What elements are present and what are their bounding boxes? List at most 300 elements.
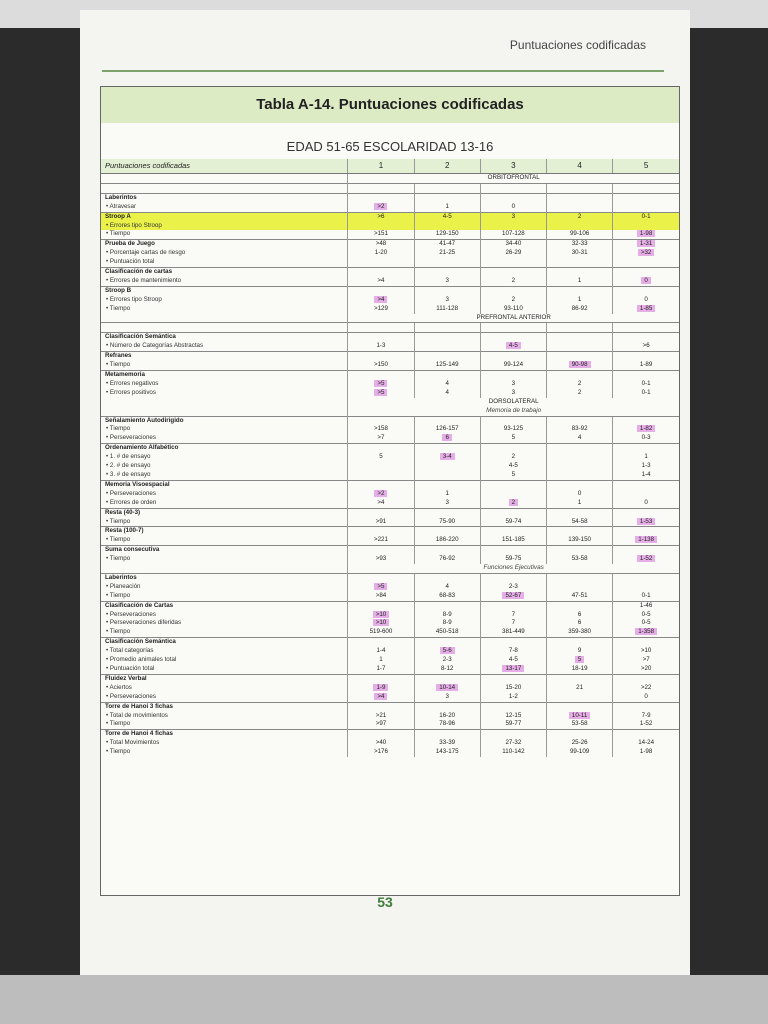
score-cell-2 xyxy=(414,638,480,647)
score-cell-2 xyxy=(414,611,480,620)
subsection-row xyxy=(101,407,679,416)
score-cell-2 xyxy=(414,490,480,499)
score-cell-1 xyxy=(348,619,414,628)
score-cell-1 xyxy=(348,212,414,221)
section-row xyxy=(101,314,679,323)
score-value: 32-33 xyxy=(571,240,588,248)
score-value: >10 xyxy=(373,619,390,626)
score-cell-2 xyxy=(414,425,480,434)
score-cell-4 xyxy=(547,352,613,361)
score-cell-5 xyxy=(613,508,679,517)
score-cell-5 xyxy=(613,258,679,267)
group-label: Torre de Hanoi 4 fichas xyxy=(101,730,348,739)
score-value: 1-98 xyxy=(637,230,655,237)
score-cell-4 xyxy=(547,665,613,674)
item-row xyxy=(101,665,679,674)
score-value: 8-9 xyxy=(442,619,452,627)
item-row xyxy=(101,490,679,499)
score-value: >10 xyxy=(640,647,652,655)
score-cell-1 xyxy=(348,638,414,647)
item-label: • Promedio animales total xyxy=(106,656,177,664)
score-value: 99-109 xyxy=(569,748,590,756)
item-row xyxy=(101,611,679,620)
score-value: 12-15 xyxy=(505,711,522,719)
score-cell-3 xyxy=(480,258,546,267)
group-label: Resta (40-3) xyxy=(101,508,348,517)
score-cell-5 xyxy=(613,684,679,693)
score-value: >7 xyxy=(377,434,385,442)
score-cell-1 xyxy=(348,546,414,555)
score-value: 83-92 xyxy=(571,425,588,433)
item-label: • Aciertos xyxy=(106,683,132,691)
score-cell-5 xyxy=(613,444,679,453)
score-cell-2 xyxy=(414,416,480,425)
group-row xyxy=(101,193,679,202)
score-value: >10 xyxy=(373,611,390,618)
score-cell-2 xyxy=(414,665,480,674)
score-value: 0 xyxy=(641,277,650,284)
score-value: 53-58 xyxy=(571,720,588,728)
score-value: 2 xyxy=(577,388,582,396)
score-cell-1 xyxy=(348,371,414,380)
score-value: 27-32 xyxy=(505,739,522,747)
group-label: Memoria Visoespacial xyxy=(101,480,348,489)
subsection-title: Funciones Ejecutivas xyxy=(348,564,679,573)
score-cell-2 xyxy=(414,389,480,398)
score-value: 1-9 xyxy=(373,684,388,691)
score-cell-4 xyxy=(547,611,613,620)
group-row xyxy=(101,371,679,380)
score-cell-3 xyxy=(480,222,546,231)
score-value: 3 xyxy=(511,212,516,220)
item-label: • Perseveraciones xyxy=(106,610,156,618)
item-label: • Número de Categorías Abstractas xyxy=(106,342,204,350)
score-cell-2 xyxy=(414,739,480,748)
score-cell-3 xyxy=(480,212,546,221)
score-value: 76-92 xyxy=(439,555,456,563)
item-row xyxy=(101,462,679,471)
score-value: 0-1 xyxy=(641,591,651,599)
score-cell-5 xyxy=(613,462,679,471)
score-value: >2 xyxy=(374,490,387,497)
score-value: >97 xyxy=(375,720,387,728)
score-value: 3 xyxy=(445,276,449,284)
column-header-label: Puntuaciones codificadas xyxy=(101,159,348,174)
score-value: 26-29 xyxy=(505,249,522,257)
score-value: 68-83 xyxy=(439,591,456,599)
score-value: 139-150 xyxy=(568,536,591,544)
table-frame xyxy=(100,86,680,896)
group-row xyxy=(101,601,679,610)
score-cell-1 xyxy=(348,230,414,239)
score-cell-3 xyxy=(480,277,546,286)
score-cell-3 xyxy=(480,333,546,342)
score-cell-3 xyxy=(480,380,546,389)
item-row xyxy=(101,203,679,212)
score-value: 4-5 xyxy=(506,342,521,349)
score-value: 16-20 xyxy=(439,711,456,719)
item-label: • Errores positivos xyxy=(106,388,156,396)
score-cell-4 xyxy=(547,702,613,711)
score-cell-5 xyxy=(613,674,679,683)
score-cell-4 xyxy=(547,536,613,545)
score-value: 1-4 xyxy=(376,647,386,655)
score-cell-1 xyxy=(348,361,414,370)
score-cell-3 xyxy=(480,638,546,647)
score-cell-4 xyxy=(547,296,613,305)
score-cell-1 xyxy=(348,555,414,564)
score-value: 4-5 xyxy=(442,212,452,220)
section-row xyxy=(101,174,679,184)
score-value: 450-518 xyxy=(435,628,459,636)
score-cell-2 xyxy=(414,240,480,249)
score-value: 6 xyxy=(442,434,451,441)
score-value: 0 xyxy=(644,295,648,303)
score-value: 1-46 xyxy=(639,601,653,609)
score-value: 125-149 xyxy=(435,361,459,369)
score-value: >4 xyxy=(374,693,387,700)
score-cell-3 xyxy=(480,712,546,721)
score-cell-1 xyxy=(348,573,414,582)
score-cell-5 xyxy=(613,656,679,665)
item-label: • Atravesar xyxy=(106,202,137,210)
score-cell-3 xyxy=(480,434,546,443)
score-cell-2 xyxy=(414,342,480,351)
score-cell-4 xyxy=(547,592,613,601)
score-value: 34-40 xyxy=(505,240,522,248)
score-cell-1 xyxy=(348,444,414,453)
score-value: 110-142 xyxy=(502,748,525,756)
group-row xyxy=(101,508,679,517)
score-cell-3 xyxy=(480,611,546,620)
group-label: Suma consecutiva xyxy=(101,546,348,555)
score-cell-3 xyxy=(480,453,546,462)
score-cell-4 xyxy=(547,371,613,380)
score-cell-1 xyxy=(348,240,414,249)
score-cell-5 xyxy=(613,453,679,462)
score-cell-4 xyxy=(547,333,613,342)
score-cell-3 xyxy=(480,305,546,314)
score-cell-2 xyxy=(414,583,480,592)
score-value: 4-5 xyxy=(508,656,518,664)
score-cell-4 xyxy=(547,720,613,729)
item-row xyxy=(101,656,679,665)
item-label: • Tiempo xyxy=(106,555,131,563)
score-value: >129 xyxy=(373,304,388,312)
item-row xyxy=(101,739,679,748)
scores-table xyxy=(101,159,679,757)
score-cell-4 xyxy=(547,748,613,757)
score-cell-4 xyxy=(547,712,613,721)
score-cell-3 xyxy=(480,425,546,434)
item-row xyxy=(101,380,679,389)
score-cell-4 xyxy=(547,518,613,527)
score-value: 359-380 xyxy=(568,628,591,636)
score-value: 143-175 xyxy=(435,748,459,756)
item-row xyxy=(101,230,679,239)
score-cell-5 xyxy=(613,628,679,637)
item-row xyxy=(101,647,679,656)
score-value: 4 xyxy=(445,388,449,396)
score-cell-5 xyxy=(613,712,679,721)
score-value: 107-128 xyxy=(502,230,525,238)
item-row xyxy=(101,712,679,721)
score-value: 9 xyxy=(577,647,582,655)
score-cell-2 xyxy=(414,277,480,286)
score-cell-5 xyxy=(613,268,679,277)
score-value: 14-24 xyxy=(638,739,655,747)
item-label: • Porcentaje cartas de riesgo xyxy=(106,249,186,257)
score-cell-4 xyxy=(547,249,613,258)
score-cell-3 xyxy=(480,389,546,398)
score-value: 1-85 xyxy=(637,305,655,312)
score-cell-5 xyxy=(613,305,679,314)
item-row xyxy=(101,684,679,693)
score-value: 129-150 xyxy=(435,230,459,238)
score-cell-1 xyxy=(348,286,414,295)
score-cell-2 xyxy=(414,296,480,305)
score-cell-4 xyxy=(547,203,613,212)
score-cell-3 xyxy=(480,416,546,425)
score-cell-1 xyxy=(348,628,414,637)
score-cell-2 xyxy=(414,258,480,267)
score-value: 0-1 xyxy=(641,388,651,396)
score-value: 1-3 xyxy=(641,462,651,470)
score-cell-4 xyxy=(547,434,613,443)
score-cell-5 xyxy=(613,748,679,757)
score-cell-4 xyxy=(547,268,613,277)
score-cell-4 xyxy=(547,527,613,536)
score-value: 1-7 xyxy=(376,665,386,672)
group-label: Clasificación de Cartas xyxy=(101,601,348,610)
empty-cell xyxy=(480,183,546,193)
score-cell-1 xyxy=(348,665,414,674)
score-value: 1-2 xyxy=(508,692,518,700)
score-cell-4 xyxy=(547,305,613,314)
score-cell-5 xyxy=(613,342,679,351)
score-cell-1 xyxy=(348,222,414,231)
score-cell-2 xyxy=(414,230,480,239)
score-value: 1 xyxy=(445,489,449,497)
score-cell-2 xyxy=(414,527,480,536)
score-value: 1-52 xyxy=(639,720,653,728)
item-label: • Tiempo xyxy=(106,536,131,544)
column-header-3: 3 xyxy=(480,159,546,174)
score-cell-1 xyxy=(348,471,414,480)
score-cell-2 xyxy=(414,380,480,389)
section-title: DORSOLATERAL xyxy=(348,398,679,407)
item-label: • Tiempo xyxy=(106,517,131,525)
score-cell-1 xyxy=(348,277,414,286)
item-label: • Errores de orden xyxy=(106,498,157,506)
row-spacer xyxy=(101,174,348,184)
score-cell-5 xyxy=(613,240,679,249)
score-value: 8-12 xyxy=(440,665,454,672)
score-cell-1 xyxy=(348,416,414,425)
score-value: >32 xyxy=(638,249,655,256)
score-cell-3 xyxy=(480,555,546,564)
item-row xyxy=(101,296,679,305)
score-cell-3 xyxy=(480,240,546,249)
score-cell-1 xyxy=(348,425,414,434)
score-cell-3 xyxy=(480,748,546,757)
score-value: 90-98 xyxy=(569,361,591,368)
score-cell-3 xyxy=(480,656,546,665)
score-cell-5 xyxy=(613,601,679,610)
score-cell-4 xyxy=(547,286,613,295)
score-cell-2 xyxy=(414,656,480,665)
score-value: 0 xyxy=(511,202,516,210)
score-value: 6 xyxy=(577,610,582,618)
item-row xyxy=(101,389,679,398)
score-value: 2 xyxy=(509,499,518,506)
item-row xyxy=(101,249,679,258)
score-cell-5 xyxy=(613,583,679,592)
item-label: • Tiempo xyxy=(106,748,131,756)
score-value: 1 xyxy=(445,202,449,210)
score-cell-2 xyxy=(414,730,480,739)
score-cell-3 xyxy=(480,702,546,711)
score-cell-4 xyxy=(547,693,613,702)
score-value: 1-98 xyxy=(639,748,653,756)
score-cell-2 xyxy=(414,305,480,314)
score-value: 13-17 xyxy=(502,665,524,672)
score-cell-3 xyxy=(480,573,546,582)
score-cell-4 xyxy=(547,555,613,564)
score-cell-4 xyxy=(547,601,613,610)
score-cell-3 xyxy=(480,684,546,693)
group-label: Prueba de Juego xyxy=(101,240,348,249)
score-cell-2 xyxy=(414,518,480,527)
score-cell-1 xyxy=(348,305,414,314)
group-row xyxy=(101,527,679,536)
item-row xyxy=(101,693,679,702)
score-cell-2 xyxy=(414,462,480,471)
score-cell-4 xyxy=(547,258,613,267)
item-label: • Tiempo xyxy=(106,425,131,433)
row-spacer xyxy=(101,398,348,407)
score-cell-4 xyxy=(547,730,613,739)
section-row xyxy=(101,398,679,407)
score-value: 0 xyxy=(644,498,648,506)
score-cell-3 xyxy=(480,739,546,748)
empty-cell xyxy=(414,183,480,193)
item-label: • Tiempo xyxy=(106,361,131,369)
item-label: • Tiempo xyxy=(106,720,131,728)
score-value: 75-90 xyxy=(439,517,456,525)
score-cell-1 xyxy=(348,684,414,693)
score-cell-5 xyxy=(613,480,679,489)
score-value: 3 xyxy=(445,295,449,303)
score-cell-2 xyxy=(414,361,480,370)
score-cell-2 xyxy=(414,601,480,610)
score-cell-1 xyxy=(348,611,414,620)
group-label: Laberintos xyxy=(101,573,348,582)
score-value: 2-3 xyxy=(442,656,452,664)
score-value: 7 xyxy=(511,610,516,618)
score-value: 0-5 xyxy=(641,610,651,618)
score-value: >150 xyxy=(373,361,388,369)
score-value: 30-31 xyxy=(571,249,588,257)
score-cell-3 xyxy=(480,490,546,499)
score-cell-3 xyxy=(480,480,546,489)
column-header-row xyxy=(101,159,679,174)
item-row xyxy=(101,471,679,480)
score-cell-4 xyxy=(547,425,613,434)
score-cell-4 xyxy=(547,462,613,471)
score-cell-5 xyxy=(613,647,679,656)
score-value: >5 xyxy=(374,380,387,387)
column-header-5: 5 xyxy=(613,159,679,174)
score-cell-1 xyxy=(348,748,414,757)
score-value: 1-89 xyxy=(639,361,653,369)
score-value: 5 xyxy=(379,453,383,461)
score-cell-5 xyxy=(613,739,679,748)
score-cell-5 xyxy=(613,693,679,702)
empty-cell xyxy=(547,323,613,333)
score-cell-5 xyxy=(613,333,679,342)
item-row xyxy=(101,555,679,564)
score-value: 2-3 xyxy=(508,582,518,590)
score-cell-5 xyxy=(613,203,679,212)
empty-cell xyxy=(414,323,480,333)
group-row xyxy=(101,352,679,361)
score-cell-2 xyxy=(414,712,480,721)
score-value: 93-110 xyxy=(503,304,523,312)
score-value: 519-600 xyxy=(369,628,393,636)
score-value: 10-11 xyxy=(569,712,590,719)
score-cell-2 xyxy=(414,674,480,683)
score-value: 1 xyxy=(644,453,648,461)
score-cell-3 xyxy=(480,665,546,674)
item-row xyxy=(101,342,679,351)
item-label: • Total Movimientos xyxy=(106,739,160,747)
score-cell-5 xyxy=(613,389,679,398)
score-value: 1-4 xyxy=(641,470,651,478)
score-cell-5 xyxy=(613,361,679,370)
score-cell-2 xyxy=(414,444,480,453)
score-cell-1 xyxy=(348,730,414,739)
score-cell-1 xyxy=(348,258,414,267)
score-cell-5 xyxy=(613,573,679,582)
score-cell-2 xyxy=(414,748,480,757)
score-cell-4 xyxy=(547,277,613,286)
score-cell-1 xyxy=(348,434,414,443)
item-label: • Puntuación total xyxy=(106,258,155,266)
score-cell-4 xyxy=(547,342,613,351)
score-cell-1 xyxy=(348,601,414,610)
row-spacer xyxy=(101,407,348,416)
score-value: >20 xyxy=(640,665,652,672)
score-cell-5 xyxy=(613,249,679,258)
score-cell-1 xyxy=(348,656,414,665)
score-value: 1 xyxy=(577,498,582,506)
score-value: >6 xyxy=(377,212,385,220)
score-cell-4 xyxy=(547,628,613,637)
score-cell-5 xyxy=(613,286,679,295)
score-value: 1-52 xyxy=(637,555,655,562)
group-row xyxy=(101,416,679,425)
score-value: 21-25 xyxy=(439,249,456,257)
item-label: • Tiempo xyxy=(106,628,131,636)
score-cell-2 xyxy=(414,333,480,342)
group-label: Torre de Hanoi 3 fichas xyxy=(101,702,348,711)
item-label: • 3. # de ensayo xyxy=(106,470,151,478)
score-cell-5 xyxy=(613,702,679,711)
score-value: 8-9 xyxy=(442,610,452,618)
score-cell-1 xyxy=(348,193,414,202)
item-label: • Errores tipo Stroop xyxy=(101,222,348,231)
